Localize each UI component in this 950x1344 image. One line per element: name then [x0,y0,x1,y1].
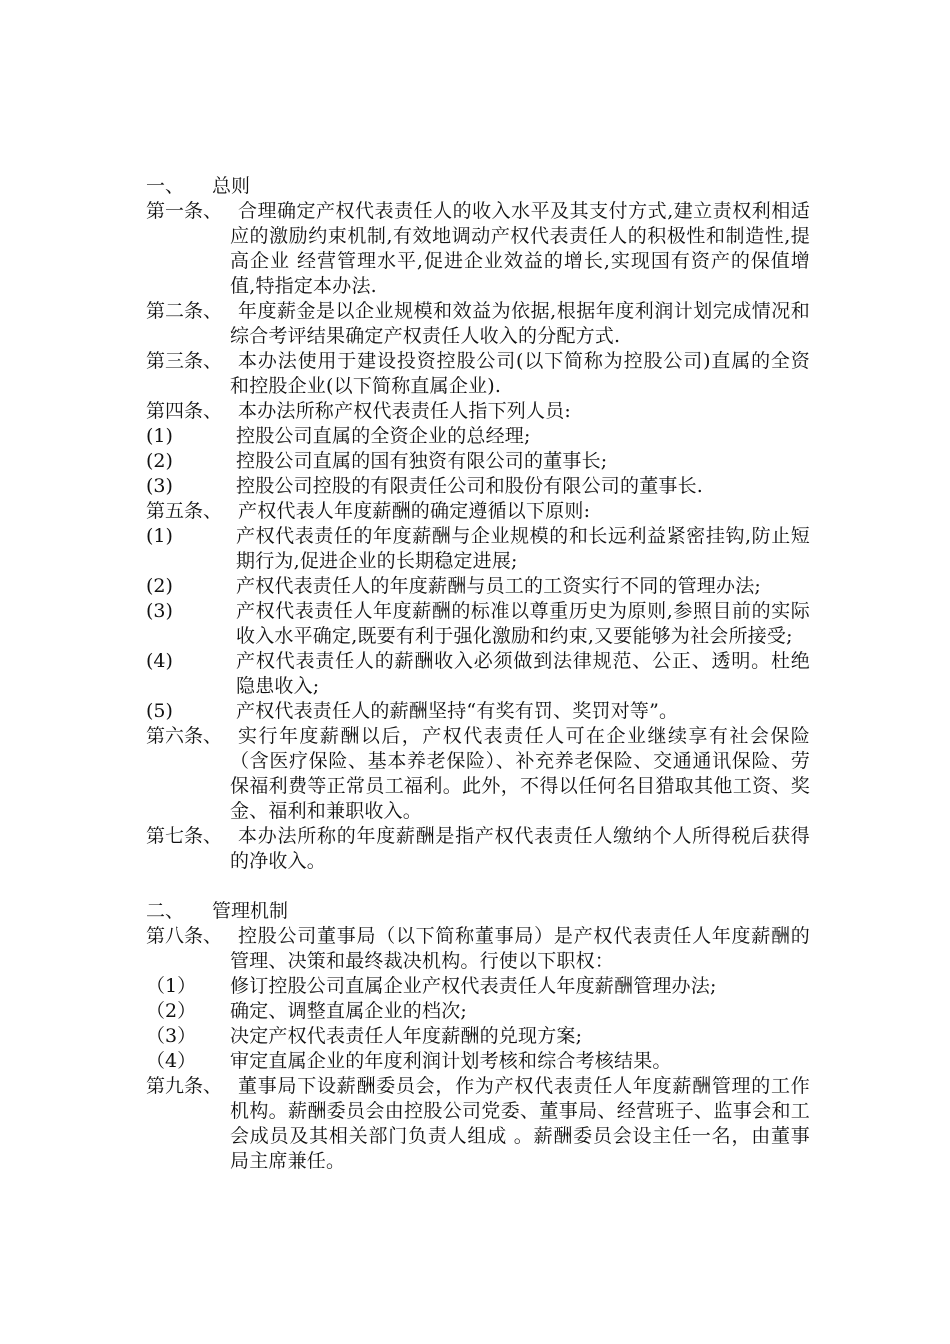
list-item-label: (1) [146,425,173,447]
article-label: 第三条、 [146,350,223,372]
list-item-text: 产权代表责任人的年度薪酬与员工的工资实行不同的管理办法; [236,575,762,597]
article-label: 第七条、 [146,825,223,847]
list-item [146,699,810,724]
section-title: 总则 [212,175,251,197]
list-item [146,999,810,1024]
article [146,724,810,824]
article-label: 第八条、 [146,925,223,947]
list-item-text: 产权代表责任的年度薪酬与企业规模的和长远利益紧密挂钩,防止短期行为,促进企业的长期稳定进展; [236,525,810,572]
article-text: 本办法使用于建设投资控股公司(以下简称为控股公司)直属的全资和控股企业(以下简称直属企业). [230,350,810,397]
article [146,199,810,299]
article [146,824,810,874]
list-item [146,574,810,599]
section-heading [146,174,810,199]
article-text: 合理确定产权代表责任人的收入水平及其支付方式,建立责权利相适应的激励约束机制,有效地调动产权代表责任人的积极性和制造性,提高企业 经营管理水平,促进企业效益的增长,实现国有资产的保值增值,特指定本办法. [230,200,810,297]
list-item [146,424,810,449]
list-item [146,649,810,699]
list-item-label: （1） [146,975,197,997]
list-item-label: (5) [146,700,173,722]
list-item [146,449,810,474]
list-item [146,474,810,499]
article [146,399,810,424]
list-item-label: （4） [146,1050,197,1072]
article-label: 第二条、 [146,300,223,322]
list-item [146,1049,810,1074]
article-label: 第一条、 [146,200,223,222]
article-text: 本办法所称产权代表责任人指下列人员: [238,400,572,422]
article-text: 本办法所称的年度薪酬是指产权代表责任人缴纳个人所得税后获得的净收入。 [230,825,810,872]
list-item-label: (4) [146,650,173,672]
list-item-text: 控股公司直属的国有独资有限公司的董事长; [236,450,608,472]
article [146,299,810,349]
list-item-text: 控股公司直属的全资企业的总经理; [236,425,531,447]
list-item-text: 控股公司控股的有限责任公司和股份有限公司的董事长. [236,475,704,497]
section-number: 二、 [146,900,185,922]
list-item-label: (3) [146,600,173,622]
article [146,924,810,974]
article [146,499,810,524]
article-label: 第五条、 [146,500,223,522]
section-spacer [146,874,810,899]
article-label: 第六条、 [146,725,223,747]
list-item [146,974,810,999]
list-item-text: 确定、调整直属企业的档次; [230,1000,468,1022]
article-label: 第四条、 [146,400,223,422]
list-item [146,599,810,649]
list-item [146,1024,810,1049]
list-item-label: （2） [146,1000,197,1022]
article [146,349,810,399]
list-item-label: (3) [146,475,173,497]
list-item-text: 产权代表责任人的薪酬坚持“有奖有罚、奖罚对等”。 [236,700,679,722]
list-item-label: （3） [146,1025,197,1047]
list-item-label: (2) [146,450,173,472]
list-item-text: 产权代表责任人的薪酬收入必须做到法律规范、公正、透明。杜绝隐患收入; [236,650,810,697]
article [146,1074,810,1174]
article-text: 控股公司董事局（以下简称董事局）是产权代表责任人年度薪酬的管理、决策和最终裁决机构。行使以下职权： [230,925,810,972]
article-text: 产权代表人年度薪酬的确定遵循以下原则: [238,500,591,522]
section-heading [146,899,810,924]
document-body [146,174,810,1174]
list-item-text: 审定直属企业的年度利润计划考核和综合考核结果。 [230,1050,672,1072]
list-item-label: (1) [146,525,173,547]
section-number: 一、 [146,175,185,197]
list-item-text: 产权代表责任人年度薪酬的标准以尊重历史为原则,参照目前的实际收入水平确定,既要有利于强化激励和约束,又要能够为社会所接受; [236,600,810,647]
article-text: 董事局下设薪酬委员会，作为产权代表责任人年度薪酬管理的工作机构。薪酬委员会由控股公司党委、董事局、经营班子、监事会和工会成员及其相关部门负责人组成 。薪酬委员会设主任一名，由董事局主席兼任。 [230,1075,810,1172]
list-item-text: 决定产权代表责任人年度薪酬的兑现方案; [230,1025,583,1047]
list-item-label: (2) [146,575,173,597]
article-text: 实行年度薪酬以后，产权代表责任人可在企业继续享有社会保险（含医疗保险、基本养老保险）、补充养老保险、交通通讯保险、劳保福利费等正常员工福利。此外，不得以任何名目猎取其他工资、奖金、福利和兼职收入。 [230,725,810,822]
list-item [146,524,810,574]
section-title: 管理机制 [212,900,289,922]
article-text: 年度薪金是以企业规模和效益为依据,根据年度利润计划完成情况和综合考评结果确定产权责任人收入的分配方式. [230,300,810,347]
list-item-text: 修订控股公司直属企业产权代表责任人年度薪酬管理办法; [230,975,717,997]
article-label: 第九条、 [146,1075,223,1097]
